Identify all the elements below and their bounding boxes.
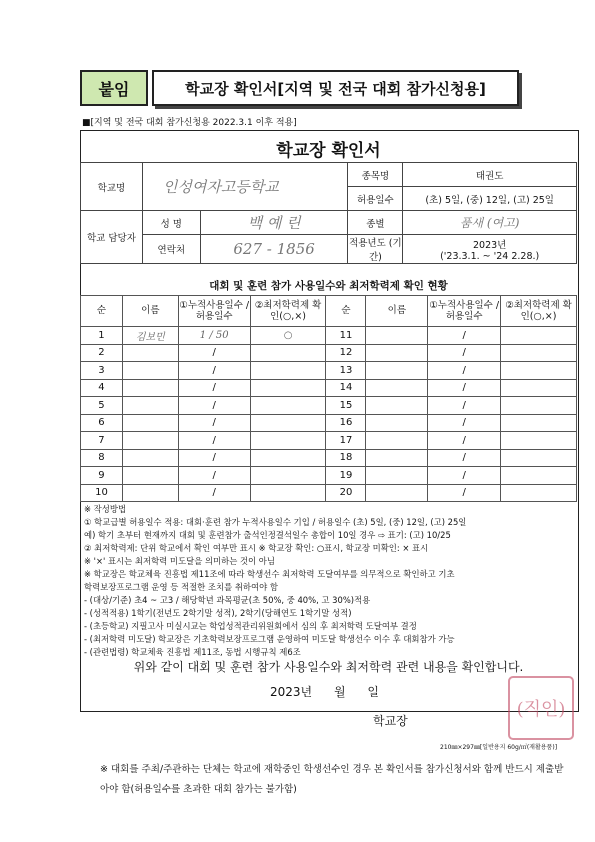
table-row bbox=[81, 414, 577, 432]
table-row bbox=[81, 467, 577, 485]
days-used[interactable]: / bbox=[428, 484, 501, 502]
school-value[interactable]: 인성여자고등학교 bbox=[142, 163, 348, 211]
confirmation-text: 위와 같이 대회 및 훈련 참가 사용일수와 최저학력 관련 내용을 확인합니다. bbox=[133, 660, 524, 674]
days-used[interactable]: / bbox=[178, 344, 250, 362]
row-number: 20 bbox=[326, 484, 366, 502]
col-level: ②최저학력제 확인(○,×) bbox=[501, 296, 577, 327]
paper-size-note: 210㎜×297㎜[일반용지 60g/㎡(재활용품)] bbox=[440, 744, 558, 751]
note-line: ② 최저학력제: 단위 학교에서 확인 여부만 표시 ※ 학교장 확인: ○표시, 학교장 미확인: × 표시 bbox=[84, 543, 429, 553]
level-check[interactable] bbox=[250, 484, 326, 502]
category-value[interactable]: 품새 (여고) bbox=[403, 211, 577, 235]
participant-name[interactable] bbox=[122, 397, 178, 415]
document-title: 학교장 확인서 bbox=[276, 141, 381, 161]
table-row bbox=[81, 379, 577, 397]
row-number: 18 bbox=[326, 449, 366, 467]
level-check[interactable] bbox=[501, 379, 577, 397]
row-number: 8 bbox=[81, 449, 123, 467]
level-check[interactable] bbox=[501, 467, 577, 485]
days-label: 허용일수 bbox=[348, 187, 403, 211]
category-label: 종별 bbox=[348, 211, 403, 235]
form-subtitle: ■[지역 및 전국 대회 참가신청용 2022.3.1 이후 적용] bbox=[82, 118, 297, 128]
principal-label: 학교장 bbox=[373, 714, 408, 728]
writing-notes bbox=[84, 503, 574, 659]
participant-name[interactable] bbox=[366, 397, 428, 415]
participant-name[interactable] bbox=[366, 414, 428, 432]
days-used[interactable]: / bbox=[178, 379, 250, 397]
participant-name[interactable] bbox=[366, 484, 428, 502]
participant-name[interactable] bbox=[366, 344, 428, 362]
manager-label: 학교 담당자 bbox=[81, 211, 143, 264]
level-check[interactable]: ○ bbox=[250, 327, 326, 345]
table-row bbox=[81, 362, 577, 380]
level-check[interactable] bbox=[501, 449, 577, 467]
participation-table bbox=[80, 295, 577, 502]
note-line: 학력보장프로그램 운영 등 적절한 조치를 취하여야 함 bbox=[84, 582, 278, 592]
level-check[interactable] bbox=[501, 344, 577, 362]
row-number: 12 bbox=[326, 344, 366, 362]
col-name: 이름 bbox=[122, 296, 178, 327]
year-label: 적용년도 (기간) bbox=[348, 235, 403, 264]
table-row bbox=[81, 432, 577, 450]
note-line: - (대상/기준) 초4 ~ 고3 / 해당학년 과목평균(초 50%, 중 40%, 고 30%)적용 bbox=[84, 595, 371, 605]
name-label: 성 명 bbox=[142, 211, 200, 235]
days-used[interactable]: / bbox=[428, 362, 501, 380]
row-number: 15 bbox=[326, 397, 366, 415]
days-used[interactable]: / bbox=[428, 327, 501, 345]
level-check[interactable] bbox=[501, 327, 577, 345]
participant-name[interactable] bbox=[122, 414, 178, 432]
row-number: 14 bbox=[326, 379, 366, 397]
days-used[interactable]: / bbox=[178, 414, 250, 432]
days-used[interactable]: / bbox=[428, 397, 501, 415]
name-value[interactable]: 백 예 린 bbox=[200, 211, 348, 235]
form-title: 학교장 확인서[지역 및 전국 대회 참가신청용] bbox=[152, 70, 519, 106]
days-used[interactable]: / bbox=[178, 397, 250, 415]
level-check[interactable] bbox=[250, 379, 326, 397]
col-no: 순 bbox=[326, 296, 366, 327]
row-number: 16 bbox=[326, 414, 366, 432]
note-line: - (관련법령) 학교체육 진흥법 제11조, 동법 시행규칙 제6조 bbox=[84, 647, 301, 657]
note-line: ① 학교급별 허용일수 적용: 대회·훈련 참가 누적사용일수 기입 / 허용일수 (초) 5일, (중) 12일, (고) 25일 bbox=[84, 517, 467, 527]
attachment-badge: 붙임 bbox=[80, 70, 148, 106]
row-number: 2 bbox=[81, 344, 123, 362]
note-line: 예) 학기 초부터 현재까지 대회 및 훈련참가 출석인정결석일수 총합이 10일 경우 ⇨ 표기: (고) 10/25 bbox=[84, 530, 451, 540]
participant-name[interactable]: 김보민 bbox=[122, 327, 178, 345]
participant-name[interactable] bbox=[366, 327, 428, 345]
col-level: ②최저학력제 확인(○,×) bbox=[250, 296, 326, 327]
contact-label: 연락처 bbox=[142, 235, 200, 264]
note-line: - (성적적용) 1학기(전년도 2학기말 성적), 2학기(당해연도 1학기말 성적) bbox=[84, 608, 352, 618]
col-days: ①누적사용일수 /허용일수 bbox=[428, 296, 501, 327]
row-number: 11 bbox=[326, 327, 366, 345]
level-check[interactable] bbox=[250, 414, 326, 432]
table-row bbox=[81, 449, 577, 467]
level-check[interactable] bbox=[501, 397, 577, 415]
participant-name[interactable] bbox=[122, 362, 178, 380]
participant-name[interactable] bbox=[366, 432, 428, 450]
days-used[interactable]: / bbox=[428, 414, 501, 432]
level-check[interactable] bbox=[250, 362, 326, 380]
level-check[interactable] bbox=[250, 467, 326, 485]
note-line: - (최저학력 미도달) 학교장은 기초학력보장프로그램 운영하여 미도달 학생선수 이수 후 대회참가 가능 bbox=[84, 634, 455, 644]
level-check[interactable] bbox=[501, 414, 577, 432]
level-check[interactable] bbox=[250, 432, 326, 450]
table-row bbox=[81, 344, 577, 362]
days-used[interactable]: / bbox=[428, 449, 501, 467]
row-number: 3 bbox=[81, 362, 123, 380]
level-check[interactable] bbox=[501, 432, 577, 450]
section-title: 대회 및 훈련 참가 사용일수와 최저학력제 확인 현황 bbox=[209, 280, 448, 292]
row-number: 9 bbox=[81, 467, 123, 485]
table-row bbox=[81, 397, 577, 415]
year-cell bbox=[403, 235, 577, 264]
days-used[interactable]: / bbox=[428, 467, 501, 485]
participant-name[interactable] bbox=[366, 362, 428, 380]
row-number: 10 bbox=[81, 484, 123, 502]
participant-name[interactable] bbox=[366, 449, 428, 467]
table-row bbox=[81, 327, 577, 345]
note-line: ※ 작성방법 bbox=[84, 504, 127, 514]
row-number: 17 bbox=[326, 432, 366, 450]
seal-text: (직인) bbox=[516, 699, 566, 720]
info-table bbox=[80, 162, 577, 264]
note-line: - (초등학교) 지필고사 미실시교는 학업성적관리위원회에서 심의 후 최저학력 도달여부 결정 bbox=[84, 621, 417, 631]
participant-name[interactable] bbox=[122, 379, 178, 397]
year-period: ('23.3.1. ~ '24 2.28.) bbox=[440, 250, 540, 262]
participant-name[interactable] bbox=[122, 432, 178, 450]
participant-name[interactable] bbox=[366, 379, 428, 397]
participant-name[interactable] bbox=[122, 484, 178, 502]
col-name: 이름 bbox=[366, 296, 428, 327]
participant-name[interactable] bbox=[122, 449, 178, 467]
participant-name[interactable] bbox=[366, 467, 428, 485]
participant-name[interactable] bbox=[122, 344, 178, 362]
contact-value[interactable]: 627 - 1856 bbox=[200, 235, 348, 264]
days-used[interactable]: / bbox=[178, 449, 250, 467]
days-value: (초) 5일, (중) 12일, (고) 25일 bbox=[403, 187, 577, 211]
sport-label: 종목명 bbox=[348, 163, 403, 187]
year-value: 2023년 bbox=[472, 239, 507, 251]
row-number: 1 bbox=[81, 327, 123, 345]
days-used[interactable]: / bbox=[428, 432, 501, 450]
level-check[interactable] bbox=[501, 484, 577, 502]
row-number: 13 bbox=[326, 362, 366, 380]
col-no: 순 bbox=[81, 296, 123, 327]
note-line: ※ '×' 표시는 최저학력 미도달을 의미하는 것이 아님 bbox=[84, 556, 275, 566]
days-used[interactable]: 1 / 50 bbox=[178, 327, 250, 345]
school-label: 학교명 bbox=[81, 163, 143, 211]
level-check[interactable] bbox=[501, 362, 577, 380]
row-number: 5 bbox=[81, 397, 123, 415]
official-seal bbox=[508, 676, 574, 740]
row-number: 6 bbox=[81, 414, 123, 432]
days-used[interactable]: / bbox=[428, 379, 501, 397]
days-used[interactable]: / bbox=[178, 432, 250, 450]
sport-value: 태권도 bbox=[403, 163, 577, 187]
level-check[interactable] bbox=[250, 449, 326, 467]
days-used[interactable]: / bbox=[178, 362, 250, 380]
level-check[interactable] bbox=[250, 397, 326, 415]
participant-name[interactable] bbox=[122, 467, 178, 485]
row-number: 4 bbox=[81, 379, 123, 397]
footer-note: ※ 대회를 주최/주관하는 단체는 학교에 재학중인 학생선수인 경우 본 확인서를 참가신청서와 함께 반드시 제출받아야 함(허용일수를 초과한 대회 참가는 불가함) bbox=[100, 764, 564, 795]
days-used[interactable]: / bbox=[178, 467, 250, 485]
days-used[interactable]: / bbox=[428, 344, 501, 362]
date-line: 2023년 월 일 bbox=[270, 685, 379, 699]
col-days: ①누적사용일수 /허용일수 bbox=[178, 296, 250, 327]
level-check[interactable] bbox=[250, 344, 326, 362]
days-used[interactable]: / bbox=[178, 484, 250, 502]
row-number: 7 bbox=[81, 432, 123, 450]
table-row bbox=[81, 484, 577, 502]
row-number: 19 bbox=[326, 467, 366, 485]
note-line: ※ 학교장은 학교체육 진흥법 제11조에 따라 학생선수 최저학력 도달여부를 의무적으로 확인하고 기초 bbox=[84, 569, 455, 579]
